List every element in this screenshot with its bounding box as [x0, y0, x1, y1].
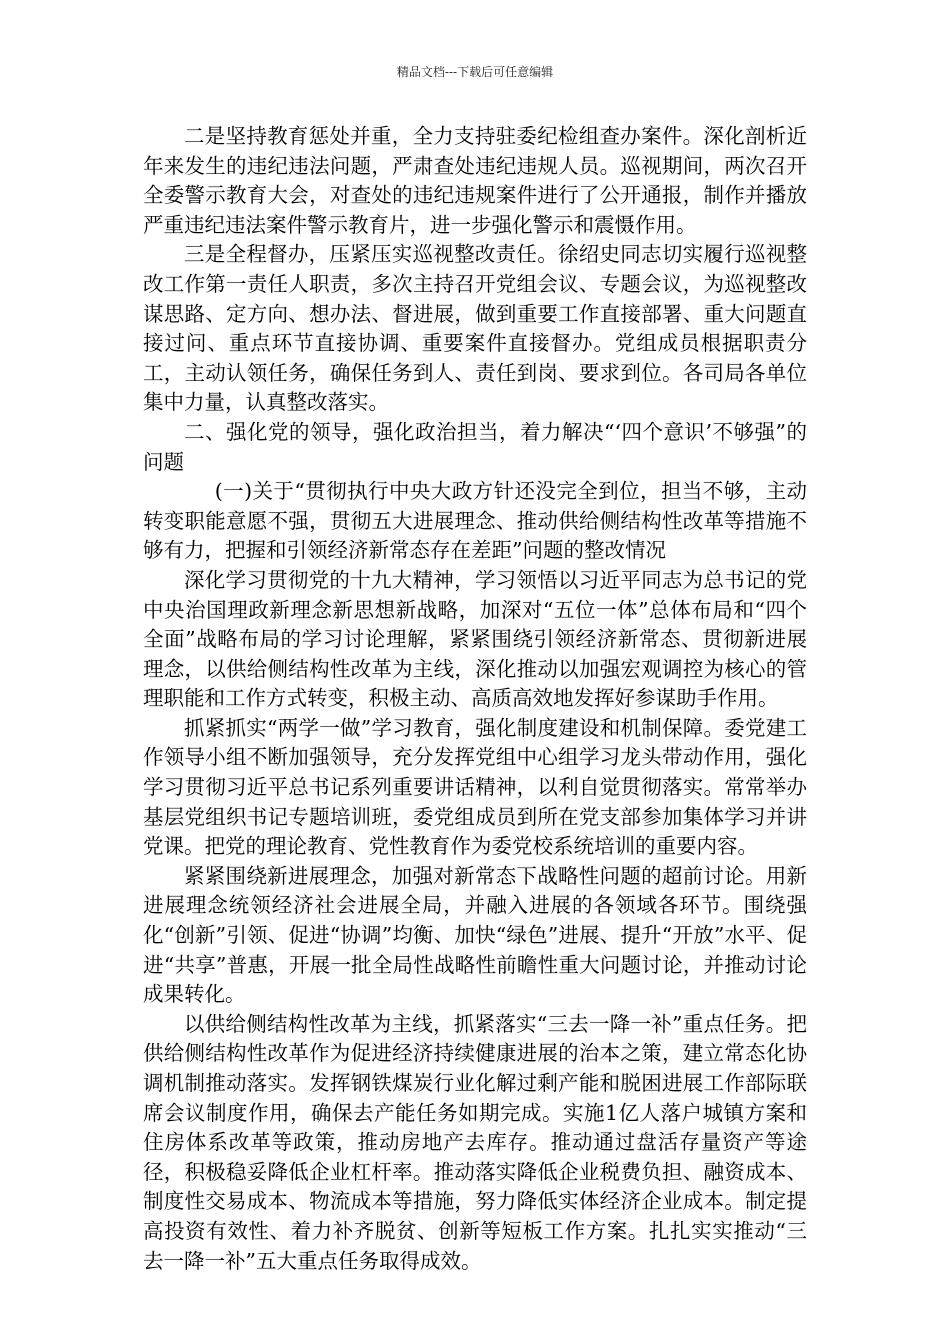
section-heading-party-leadership: 二、强化党的领导，强化政治担当，着力解决“‘四个意识’不够强”的问题 — [143, 419, 807, 474]
paragraph-study-congress-spirit: 深化学习贯彻党的十九大精神，学习领悟以习近平同志为总书记的党中央治国理政新理念新思想新战略，加深对“五位一体”总体布局和“四个全面”战略布局的学习讨论理解，紧紧围绕引领经济新常态、贯彻新进展理念，以供给侧结构性改革为主线，深化推动以加强宏观调控为核心的管理职能和工作方式转变，积极主动、高质高效地发挥好参谋助手作用。 — [143, 567, 807, 711]
paragraph-inspection-supervision: 三是全程督办，压紧压实巡视整改责任。徐绍史同志切实履行巡视整改工作第一责任人职责，多次主持召开党组会议、专题会议，为巡视整改谋思路、定方向、想办法、督进展，做到重要工作直接部署、重大问题直接过问、重点环节直接协调、重要案件直接督办。党组成员根据职责分工，主动认领任务，确保任务到人、责任到岗、要求到位。各司局各单位集中力量，认真整改落实。 — [143, 242, 807, 415]
document-body — [143, 122, 807, 1276]
page-header: 精品文档---下载后可任意编辑 — [396, 65, 554, 79]
paragraph-new-development-concept: 紧紧围绕新进展理念，加强对新常态下战略性问题的超前讨论。用新进展理念统领经济社会进展全局，并融入进展的各领域各环节。围绕强化“创新”引领、促进“协调”均衡、加快“绿色”进展、提升“开放”水平、促进“共享”普惠，开展一批全局性战略性前瞻性重大问题讨论，并推动讨论成果转化。 — [143, 863, 807, 1007]
paragraph-discipline-enforcement: 二是坚持教育惩处并重，全力支持驻委纪检组查办案件。深化剖析近年来发生的违纪违法问题，严肃查处违纪违规人员。巡视期间，两次召开全委警示教育大会，对查处的违纪违规案件进行了公开通报，制作并播放严重违纪违法案件警示教育片，进一步强化警示和震慑作用。 — [143, 124, 807, 237]
paragraph-supply-side-reform: 以供给侧结构性改革为主线，抓紧落实“三去一降一补”重点任务。把供给侧结构性改革作为促进经济持续健康进展的治本之策，建立常态化协调机制推动落实。发挥钢铁煤炭行业化解过剩产能和脱困进展工作部际联席会议制度作用，确保去产能任务如期完成。实施1亿人落户城镇方案和住房体系改革等政策，推动房地产去库存。推动通过盘活存量资产等途径，积极稳妥降低企业杠杆率。推动落实降低企业税费负担、融资成本、制度性交易成本、物流成本等措施，努力降低实体经济企业成本。制定提高投资有效性、着力补齐脱贫、创新等短板工作方案。扎扎实实推动“三去一降一补”五大重点任务取得成效。 — [143, 1011, 807, 1273]
paragraph-two-studies-one-action: 抓紧抓实“两学一做”学习教育，强化制度建设和机制保障。委党建工作领导小组不断加强领导，充分发挥党组中心组学习龙头带动作用，强化学习贯彻习近平总书记系列重要讲话精神，以利自觉贯彻落实。常常举办基层党组织书记专题培训班，委党组成员到所在党支部参加集体学习并讲党课。把党的理论教育、党性教育作为委党校系统培训的重要内容。 — [143, 715, 807, 859]
subsection-heading-policy-implementation: (一)关于“贯彻执行中央大政方针还没完全到位，担当不够，主动转变职能意愿不强，贯彻五大进展理念、推动供给侧结构性改革等措施不够有力，把握和引领经济新常态存在差距”问题的整改情况 — [143, 479, 807, 563]
